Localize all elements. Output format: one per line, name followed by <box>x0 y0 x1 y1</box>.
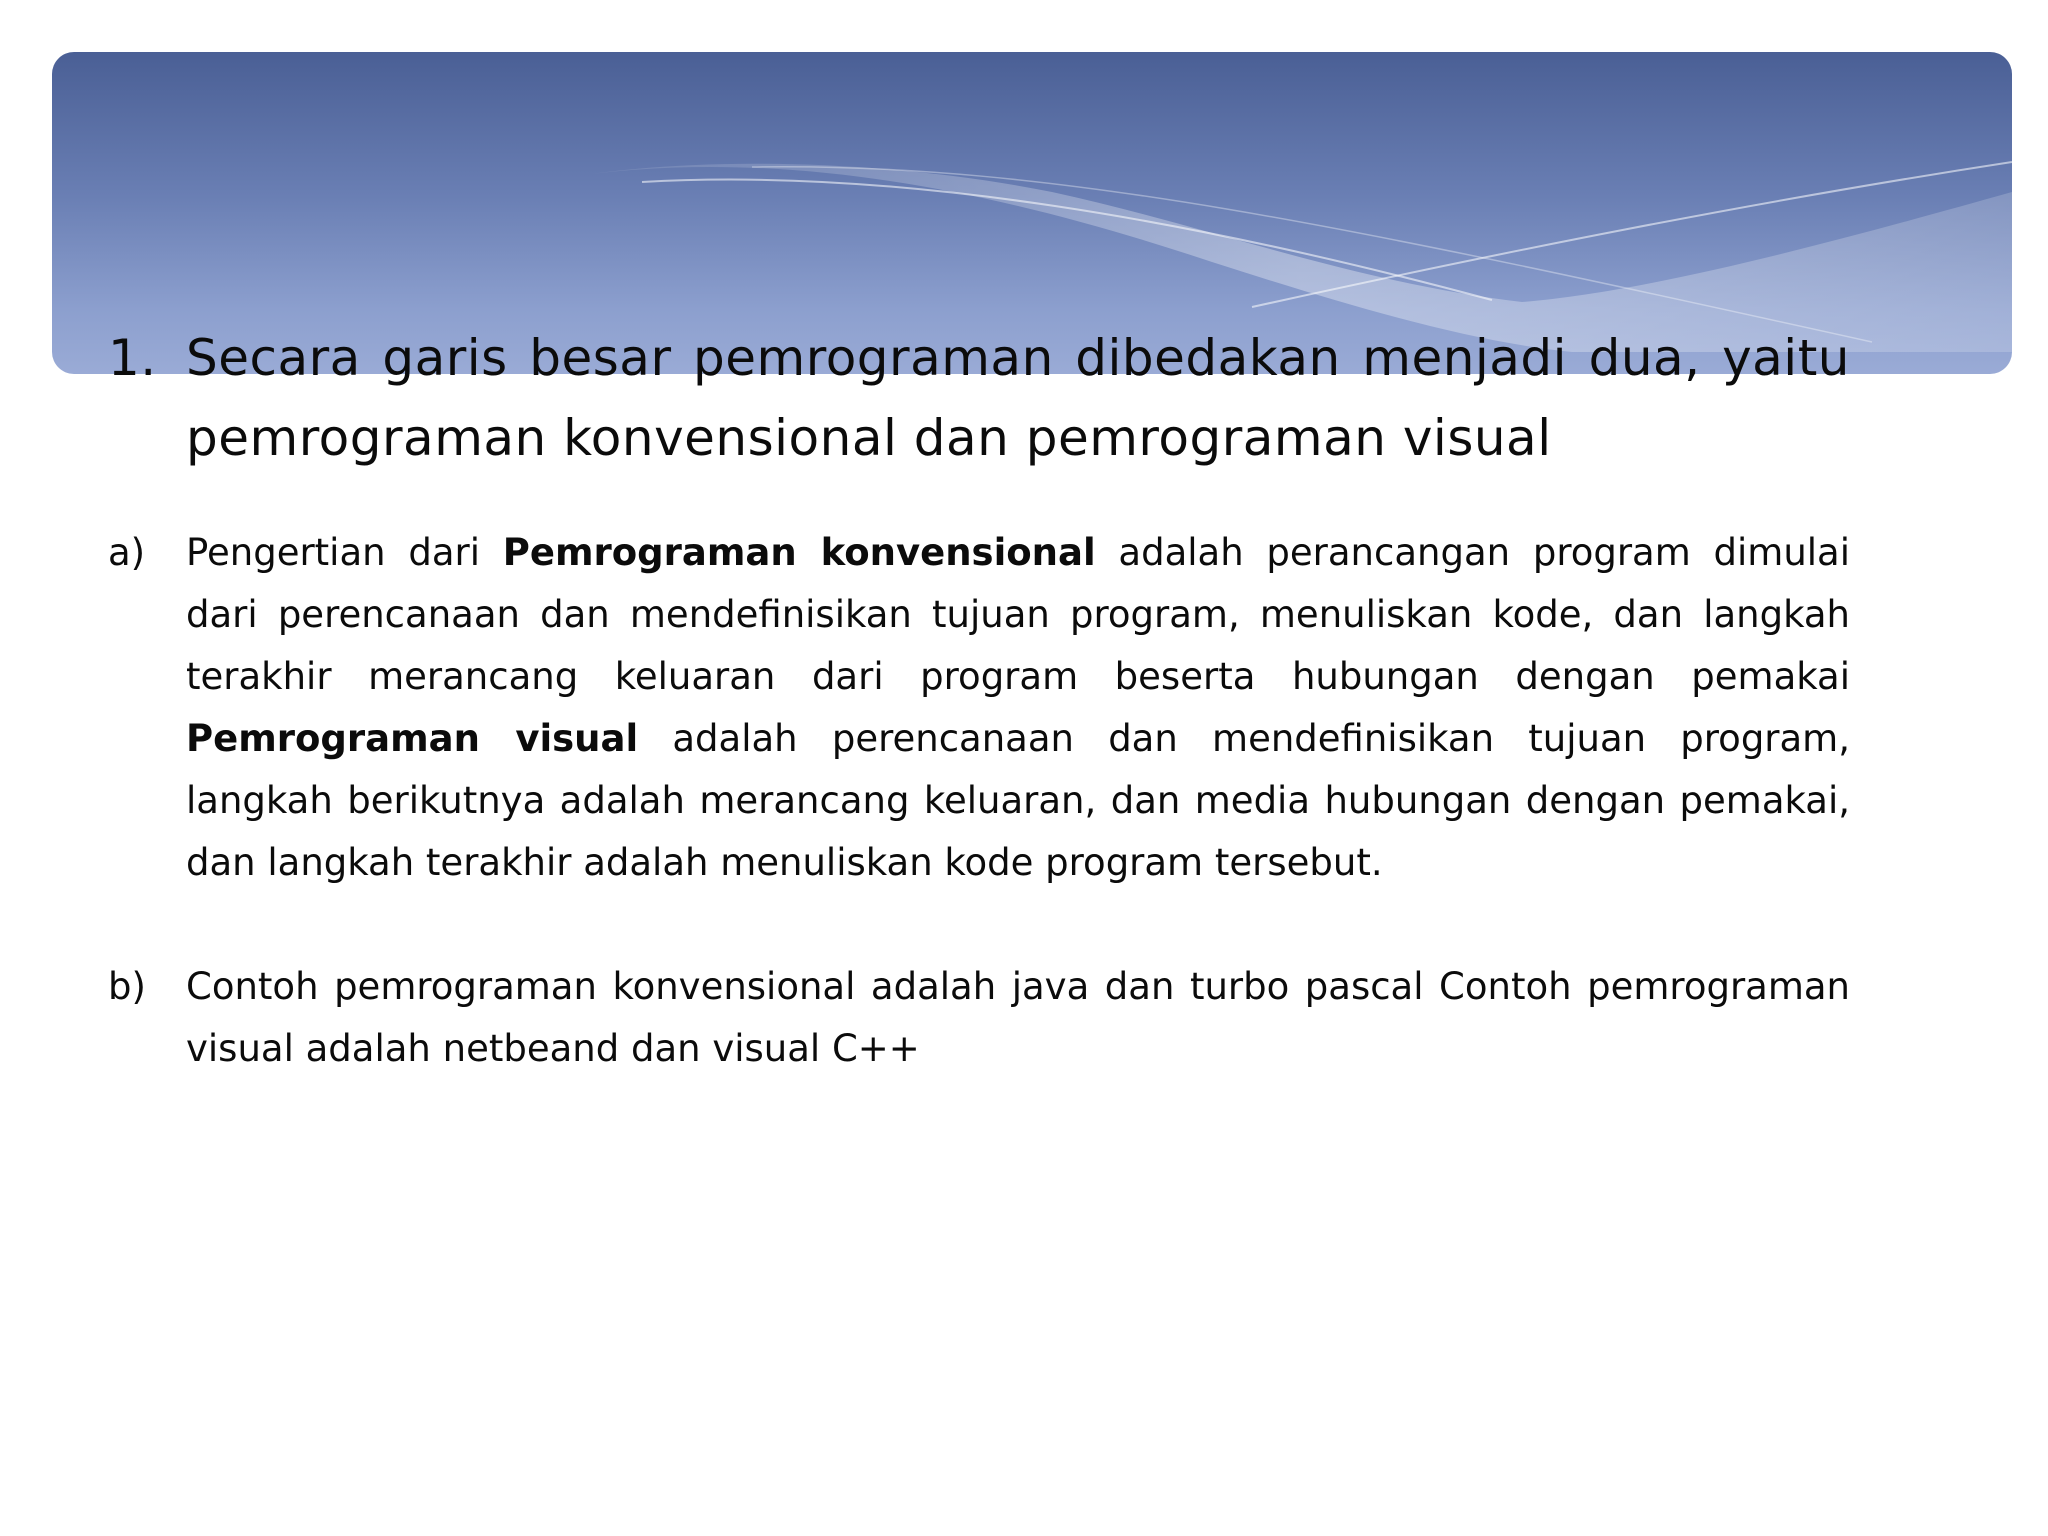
term-pemrograman-konvensional: Pemrograman konvensional <box>502 531 1096 574</box>
list-text-a-part2: adalah perancangan program dimulai dari perencanaan dan mendefinisikan tujuan program, menuliskan kode, dan langkah terakhir merancang keluaran dari program beserta hubungan dengan pemakai <box>186 531 1851 698</box>
term-pemrograman-visual: Pemrograman visual <box>186 717 639 760</box>
list-text-a-part1: Pengertian dari <box>186 531 503 574</box>
heading-text: Secara garis besar pemrograman dibedakan menjadi dua, yaitu pemrograman konvensional dan pemrograman visual <box>186 329 1850 467</box>
heading-number: 1. <box>108 329 157 387</box>
list-text-a <box>186 522 1850 894</box>
list-marker-a: a) <box>108 531 146 574</box>
list-item-a <box>108 522 1850 894</box>
slide-content <box>108 318 1850 1080</box>
list-text-b: Contoh pemrograman konvensional adalah java dan turbo pascal Contoh pemrograman visual adalah netbeand dan visual C++ <box>186 965 1850 1070</box>
heading <box>108 318 1850 478</box>
list-text-a-part3: adalah perencanaan dan mendefinisikan tujuan program, langkah berikutnya adalah merancang keluaran, dan media hubungan dengan pemakai, dan langkah terakhir adalah menuliskan kode program tersebut. <box>186 717 1850 884</box>
list-marker-b: b) <box>108 965 146 1008</box>
list-item-b <box>108 956 1850 1080</box>
